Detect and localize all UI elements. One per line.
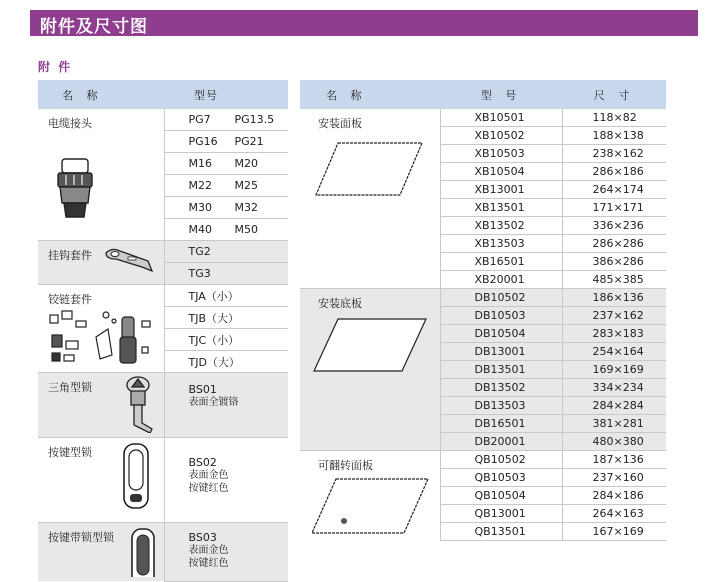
table-row: [38, 109, 288, 131]
model-cell: XB16501: [440, 253, 562, 271]
table-row: [300, 451, 666, 469]
push-lock-icon: [118, 442, 154, 512]
table-row: [300, 109, 666, 127]
flip-panel-cell: [300, 451, 440, 541]
push-lock-cell: [38, 438, 164, 523]
model-cell: [164, 285, 288, 307]
header-name: 名 称: [38, 80, 164, 109]
model-value: PG21: [234, 135, 264, 148]
model-cell: XB10501: [440, 109, 562, 127]
model-cell: XB13503: [440, 235, 562, 253]
model-cell: DB13001: [440, 343, 562, 361]
model-cell: DB10503: [440, 307, 562, 325]
model-value: PG13.5: [234, 113, 275, 126]
size-cell: 334×234: [562, 379, 666, 397]
model-cell: [164, 197, 288, 219]
model-cell: [164, 351, 288, 373]
model-value: PG16: [188, 135, 218, 148]
model-cell: DB16501: [440, 415, 562, 433]
model-cell: [164, 109, 288, 131]
model-cell: DB13501: [440, 361, 562, 379]
size-cell: 171×171: [562, 199, 666, 217]
cable-gland-name: 电缆接头: [48, 117, 92, 130]
base-plate-icon: [312, 315, 428, 375]
model-cell: QB10502: [440, 451, 562, 469]
size-cell: 386×286: [562, 253, 666, 271]
model-cell: XB10502: [440, 127, 562, 145]
flip-panel-name: 可翻转面板: [318, 459, 373, 472]
hook-kit-name: 挂钩套件: [48, 249, 92, 262]
model-cell: DB20001: [440, 433, 562, 451]
model-value: M32: [234, 201, 258, 214]
push-key-lock-model-cell: [164, 523, 288, 582]
model-cell: [164, 263, 288, 285]
model-value: M22: [188, 179, 212, 192]
size-cell: 188×138: [562, 127, 666, 145]
size-cell: 169×169: [562, 361, 666, 379]
model-note: 表面全镀铬: [188, 397, 239, 408]
model-cell: [164, 131, 288, 153]
base-plate-cell: [300, 289, 440, 451]
model-value: BS03: [188, 531, 217, 544]
size-cell: 237×160: [562, 469, 666, 487]
model-value: M20: [234, 157, 258, 170]
size-cell: 283×183: [562, 325, 666, 343]
table-row: [38, 438, 288, 523]
model-value: TJC（小）: [188, 333, 240, 347]
model-cell: [164, 307, 288, 329]
model-value: BS02: [188, 456, 217, 469]
triangle-lock-model-cell: [164, 373, 288, 438]
page-title: 附件及尺寸图: [40, 17, 148, 37]
model-value: PG7: [188, 113, 211, 126]
model-cell: QB10503: [440, 469, 562, 487]
mounting-panel-cell: [300, 109, 440, 289]
model-value: TG3: [188, 267, 211, 280]
model-value: TJB（大）: [188, 311, 240, 325]
model-cell: DB10504: [440, 325, 562, 343]
model-note: 按键红色: [188, 558, 229, 569]
hook-icon: [102, 245, 158, 275]
model-cell: XB10504: [440, 163, 562, 181]
model-value: TG2: [188, 245, 211, 258]
model-cell: [164, 219, 288, 241]
table-header-row: [300, 80, 666, 109]
section-label: 附 件: [38, 60, 73, 74]
push-lock-name: 按键型锁: [48, 446, 92, 459]
size-cell: 254×164: [562, 343, 666, 361]
model-cell: DB13503: [440, 397, 562, 415]
table-row: [38, 523, 288, 582]
model-cell: [164, 153, 288, 175]
size-cell: 167×169: [562, 523, 666, 541]
table-row: [38, 373, 288, 438]
model-cell: QB10504: [440, 487, 562, 505]
model-value: M25: [234, 179, 258, 192]
mounting-panel-name: 安装面板: [318, 117, 362, 130]
size-cell: 485×385: [562, 271, 666, 289]
push-lock-model-cell: [164, 438, 288, 523]
model-note: 表面金色: [188, 470, 229, 481]
model-value: M30: [188, 201, 212, 214]
triangle-lock-cell: [38, 373, 164, 438]
header-name: 名 称: [300, 80, 440, 109]
model-note: 表面金色: [188, 545, 229, 556]
model-value: M40: [188, 223, 212, 236]
size-cell: 284×186: [562, 487, 666, 505]
header-model: 型号: [164, 80, 288, 109]
model-cell: QB13001: [440, 505, 562, 523]
header-model: 型 号: [440, 80, 562, 109]
table-header-row: [38, 80, 288, 109]
size-cell: 381×281: [562, 415, 666, 433]
hinge-kit-name: 铰链套件: [48, 293, 92, 306]
model-cell: [164, 329, 288, 351]
cable-gland-icon: [48, 153, 108, 223]
model-cell: DB10502: [440, 289, 562, 307]
model-cell: XB10503: [440, 145, 562, 163]
flip-panel-icon: [310, 473, 430, 537]
size-cell: 118×82: [562, 109, 666, 127]
size-cell: 264×163: [562, 505, 666, 523]
hinge-kit-cell: [38, 285, 164, 373]
size-cell: 336×236: [562, 217, 666, 235]
model-value: TJD（大）: [188, 355, 240, 369]
triangle-lock-icon: [118, 375, 158, 433]
model-cell: DB13502: [440, 379, 562, 397]
model-value: BS01: [188, 383, 217, 396]
model-cell: QB13501: [440, 523, 562, 541]
model-value: M16: [188, 157, 212, 170]
model-cell: XB20001: [440, 271, 562, 289]
model-cell: [164, 175, 288, 197]
base-plate-name: 安装底板: [318, 297, 362, 310]
accessories-table: [38, 80, 288, 582]
table-row: [300, 289, 666, 307]
hinge-parts-icon: [46, 307, 158, 369]
push-key-lock-icon: [124, 527, 160, 577]
model-cell: XB13001: [440, 181, 562, 199]
header-size: 尺 寸: [562, 80, 666, 109]
model-note: 按键红色: [188, 483, 229, 494]
hook-kit-cell: [38, 241, 164, 285]
model-cell: XB13501: [440, 199, 562, 217]
table-row: [38, 285, 288, 307]
size-cell: 286×286: [562, 235, 666, 253]
table-row: [38, 241, 288, 263]
model-value: M50: [234, 223, 258, 236]
size-cell: 187×136: [562, 451, 666, 469]
size-cell: 186×136: [562, 289, 666, 307]
mounting-panel-icon: [314, 139, 424, 199]
cable-gland-cell: [38, 109, 164, 241]
size-cell: 480×380: [562, 433, 666, 451]
triangle-lock-name: 三角型锁: [48, 381, 92, 394]
push-key-lock-name: 按键带锁型锁: [48, 531, 114, 544]
model-value: TJA（小）: [188, 289, 239, 303]
push-key-lock-cell: [38, 523, 164, 582]
size-cell: 238×162: [562, 145, 666, 163]
size-cell: 284×284: [562, 397, 666, 415]
size-cell: 264×174: [562, 181, 666, 199]
model-cell: XB13502: [440, 217, 562, 235]
size-cell: 286×186: [562, 163, 666, 181]
panel-sizes-table: [300, 80, 666, 541]
size-cell: 237×162: [562, 307, 666, 325]
model-cell: [164, 241, 288, 263]
